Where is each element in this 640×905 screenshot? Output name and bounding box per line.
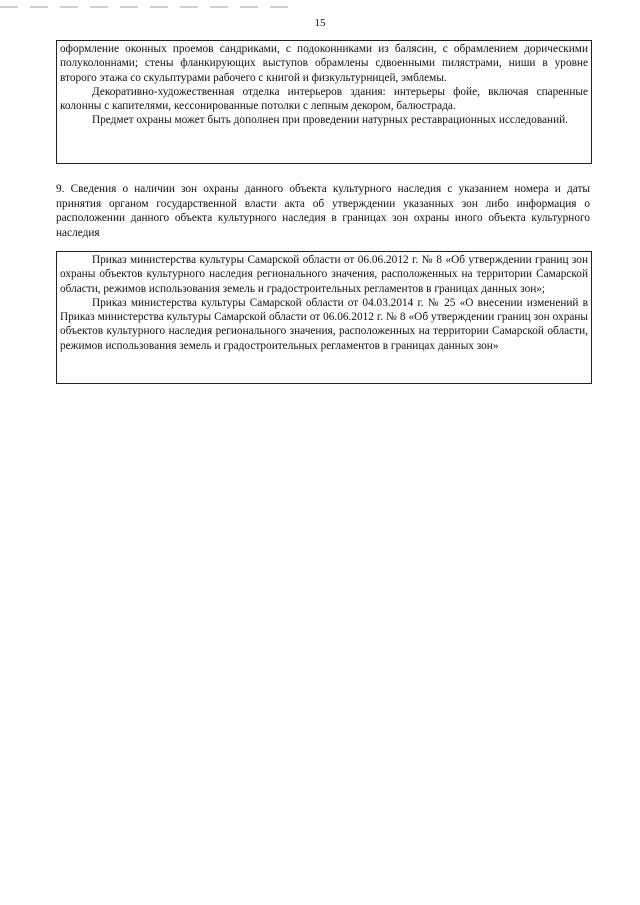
page-number: 15 bbox=[314, 17, 326, 29]
scan-artifact-line bbox=[0, 6, 300, 8]
protection-note-paragraph: Предмет охраны может быть дополнен при проведении натурных реставрационных исследований. bbox=[92, 114, 568, 127]
order-2012-paragraph: Приказ министерства культуры Самарской области от 06.06.2012 г. № 8 «Об утверждении границ зон охраны объектов культурного наследия регионального значения, расположенных на территории Самарской области, режимов использования земель и градостроительных регламентов в границах данных зон»; bbox=[60, 254, 588, 295]
order-2014-paragraph: Приказ министерства культуры Самарской области от 04.03.2014 г. № 25 «О внесении изменений в Приказ министерства культуры Самарской области от 06.06.2012 г. № 8 «Об утверждении границ зон охраны объектов культурного наследия регионального значения, расположенных на территории Самарской области, режимов использования земель и градостроительных регламентов в границах данных зон» bbox=[60, 296, 588, 352]
section-9-heading: 9. Сведения о наличии зон охраны данного объекта культурного наследия с указанием номера и даты принятия органом государственной власти акта об утверждении указанных зон либо информация о расположении данного объекта культурного наследия в границах зон охраны иного объекта культурного наследия bbox=[56, 183, 590, 239]
protection-zone-orders-box bbox=[56, 251, 592, 384]
protected-features-box bbox=[56, 40, 592, 164]
protected-features-paragraph: оформление оконных проемов сандриками, с подоконниками из балясин, с обрамлением дорическими полуколоннами; стены фланкирующих выступов обрамлены сдвоенными пилястрами, ниши в уровне второго этажа со скульптурами рабочего с книгой и физкультурницей, эмблемы. bbox=[60, 43, 588, 84]
interior-decoration-paragraph: Декоративно-художественная отделка интерьеров здания: интерьеры фойе, включая спаренные колонны с капителями, кессонированные потолки с лепным декором, балюстрада. bbox=[60, 85, 588, 113]
